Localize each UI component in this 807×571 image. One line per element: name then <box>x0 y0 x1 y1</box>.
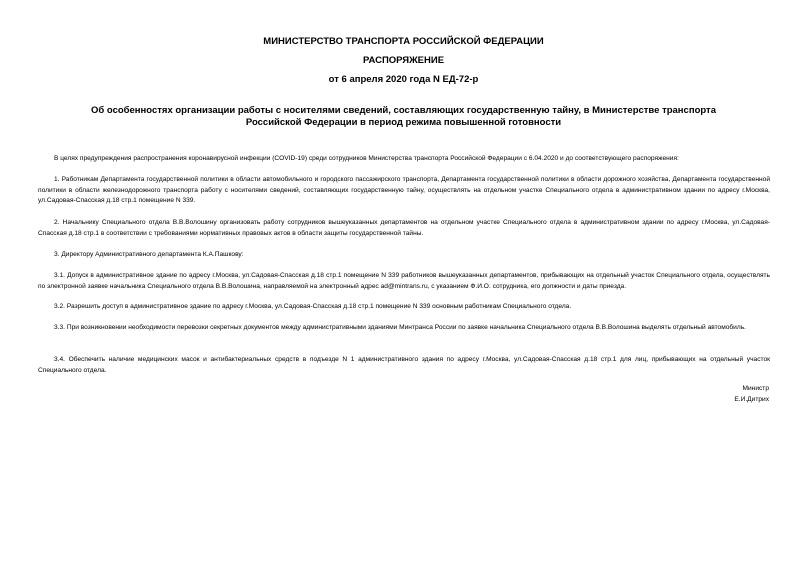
paragraph-3-1: 3.1. Допуск в административное здание по адресу г.Москва, ул.Садовая-Спасская д.18 стр.1 помещение N 339 работников вышеуказанных департаментов, прибывающих на отдельный участок Специального отдела, осуществлять по электронной заявке начальника Специального отдела В.В.Волошина, направляемой на электронный адрес ad@mintrans.ru, с указанием Ф.И.О. сотрудника, его должности и даты приезда. <box>38 272 770 290</box>
paragraph-1: 1. Работникам Департамента государственной политики в области автомобильного и городского пассажирского транспорта, Департамента государственной политики в области дорожного хозяйства, Департамента государственной политики в области железнодорожного транспорта работу с носителями сведений, составляющих государственную тайну, осуществлять на отдельном участке Специального отдела в административном здании по адресу г.Москва, ул.Садовая-Спасская д.18 стр.1 помещение N 339. <box>38 176 770 204</box>
paragraph-2: 2. Начальнику Специального отдела В.В.Волошину организовать работу сотрудников вышеуказанных департаментов на отдельном участке Специального отдела в административном здании по адресу г.Москва, ул.Садовая-Спасская д.18 стр.1 в соответствии с требованиями нормативных правовых актов в области защиты государственной тайны. <box>38 219 770 237</box>
document-type: РАСПОРЯЖЕНИЕ <box>362 55 445 66</box>
document-title: Об особенностях организации работы с носителями сведений, составляющих государственную тайну, в Министерстве транспорта Российской Федерации в период режима повышенной готовности <box>91 105 716 128</box>
paragraph-3-2: 3.2. Разрешить доступ в административное здание по адресу г.Москва, ул.Садовая-Спасская д.18 стр.1 помещение N 339 основным работникам Специального отдела. <box>54 303 572 310</box>
document-date-number: от 6 апреля 2020 года N ЕД-72-р <box>328 74 479 85</box>
paragraph-3: 3. Директору Административного департамента К.А.Пашкову: <box>54 251 244 258</box>
signer-name: Е.И.Дитрих <box>734 396 769 403</box>
intro-paragraph: В целях предупреждения распространения коронавирусной инфекции (COVID-19) среди сотрудников Министерства транспорта Российской Федерации с 6.04.2020 и до соответствующего распоряжения: <box>54 155 679 162</box>
paragraph-3-3: 3.3. При возникновении необходимости перевозки секретных документов между административными зданиями Минтранса России по заявке начальника Специального отдела В.В.Волошина выделять отдельный автомобиль. <box>54 324 746 331</box>
paragraph-3-4: 3.4. Обеспечить наличие медицинских масок и антибактериальных средств в подъезде N 1 административного здания по адресу г.Москва, ул.Садовая-Спасская д.18 стр.1 для лиц, прибывающих на отдельный участок Специального отдела. <box>38 356 770 374</box>
signature-block <box>734 383 769 405</box>
ministry-heading: МИНИСТЕРСТВО ТРАНСПОРТА РОССИЙСКОЙ ФЕДЕРАЦИИ <box>263 36 544 47</box>
signer-position: Министр <box>742 385 769 392</box>
